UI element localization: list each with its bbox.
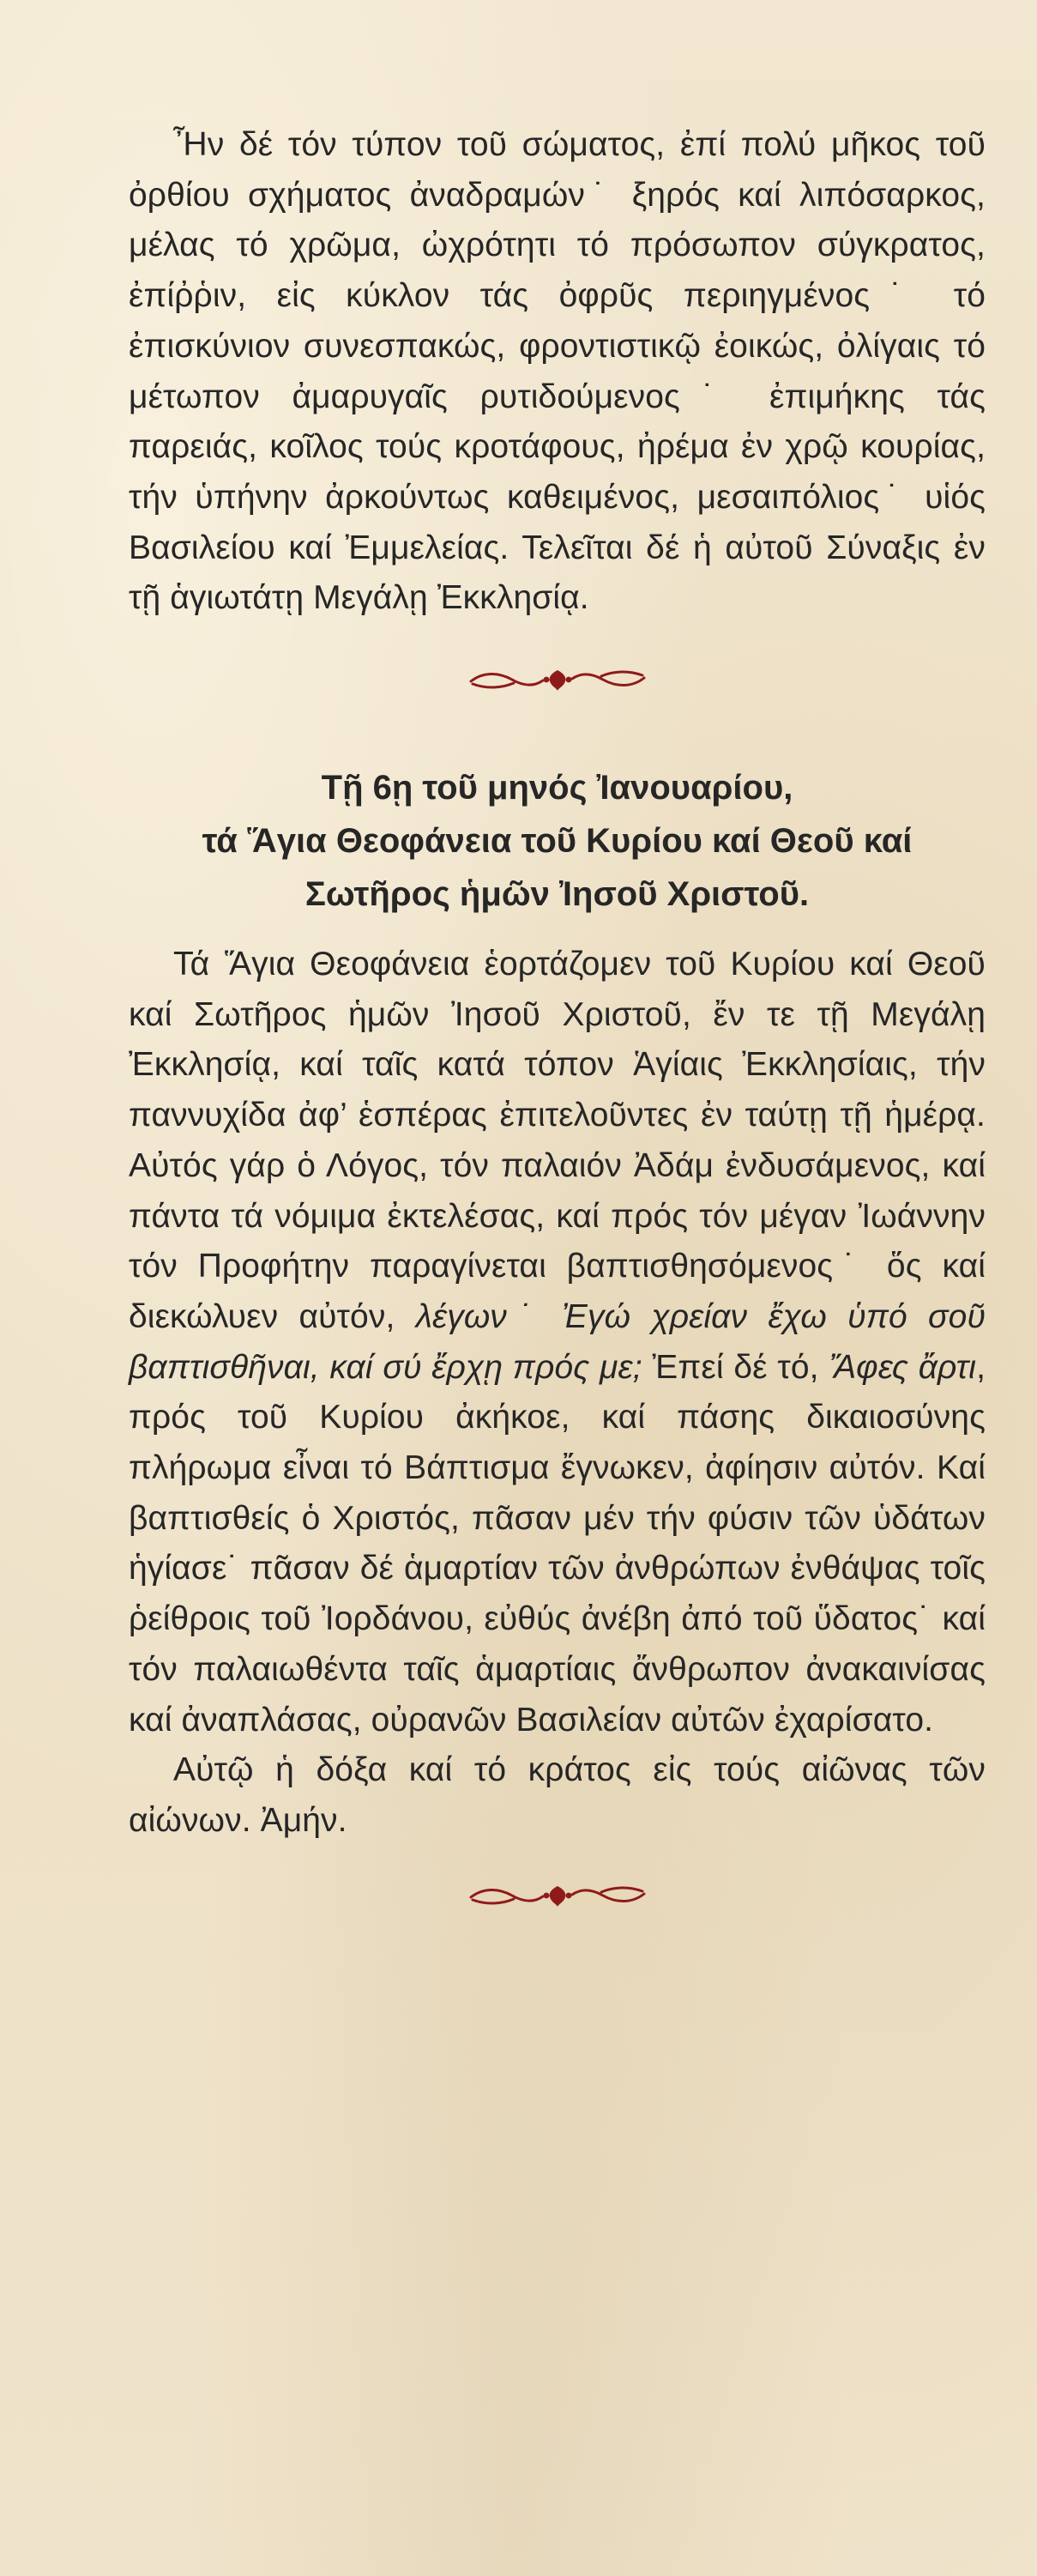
paragraph-theophany-part-3: , πρός τοῦ Κυρίου ἀκήκοε, καί πάσης δικαιοσύνης πλήρωμα εἶναι τό Βάπτισμα ἔγνωκεν, ἀφίησιν αὐτόν. Καί βαπτισθείς ὁ Χριστός, πᾶσαν μέν τήν φύσιν τῶν ὑδάτων ἡγίασε˙ πᾶσαν δέ ἁμαρτίαν τῶν ἀνθρώπων ἐνθάψας τοῖς ῥείθροις τοῦ Ἰορδάνου, εὐθύς ἀνέβη ἀπό τοῦ ὕδατος˙ καί τόν παλαιωθέντα ταῖς ἁμαρτίαις ἄνθρωπον ἀνακαινίσας καί ἀναπλάσας, οὐρανῶν Βασιλείαν αὐτῶν ἐχαρίσατο. bbox=[129, 1348, 986, 1738]
paragraph-doxology: Αὐτῷ ἡ δόξα καί τό κράτος εἰς τούς αἰῶνας τῶν αἰώνων. Ἀμήν. bbox=[129, 1751, 986, 1839]
paragraph-theophany-quote-2: Ἄφες ἄρτι bbox=[829, 1348, 977, 1386]
paragraph-theophany-quote-1: λέγων˙ Ἐγώ χρείαν ἔχω ὑπό σοῦ βαπτισθῆναι, καί σύ ἔρχῃ πρός με; bbox=[129, 1297, 986, 1386]
document-page bbox=[129, 120, 986, 1910]
heading-line-1: Τῇ 6ῃ τοῦ μηνός Ἰανουαρίου, bbox=[321, 769, 793, 807]
paragraph-theophany bbox=[129, 940, 986, 1745]
paragraph-description: Ἦν δέ τόν τύπον τοῦ σώματος, ἐπί πολύ μῆκος τοῦ ὀρθίου σχήματος ἀναδραμών˙ ξηρός καί λιπόσαρκος, μέλας τό χρῶμα, ὠχρότητι τό πρόσωπον σύγκρατος, ἐπίῤῥιν, εἰς κύκλον τάς ὀφρῦς περιηγμένος˙ τό ἐπισκύνιον συνεσπακώς, φροντιστικῷ ἐοικώς, ὀλίγαις τό μέτωπον ἀμαρυγαῖς ρυτιδούμενος˙ ἐπιμήκης τάς παρειάς, κοῖλος τούς κροτάφους, ἠρέμα ἐν χρῷ κουρίας, τήν ὑπήνην ἀρκούντως καθειμένος, μεσαιπόλιος˙ υἱός Βασιλείου καί Ἐμμελείας. Τελεῖται δέ ἡ αὐτοῦ Σύναξις ἐν τῇ ἁγιωτάτῃ Μεγάλῃ Ἐκκλησίᾳ. bbox=[129, 126, 986, 617]
paragraph-theophany-part-2: Ἐπεί δέ τό, bbox=[642, 1348, 829, 1386]
heading-line-2: τά Ἅγια Θεοφάνεια τοῦ Κυρίου καί Θεοῦ καί bbox=[202, 822, 913, 861]
heading-line-3: Σωτῆρος ἡμῶν Ἰησοῦ Χριστοῦ. bbox=[304, 875, 810, 914]
paragraph-theophany-part-1: Τά Ἅγια Θεοφάνεια ἑορτάζομεν τοῦ Κυρίου καί Θεοῦ καί Σωτῆρος ἡμῶν Ἰησοῦ Χριστοῦ, ἔν τε τῇ Μεγάλῃ Ἐκκλησίᾳ, καί ταῖς κατά τόπον Ἁγίαις Ἐκκλησίαις, τήν παννυχίδα ἀφ’ ἑσπέρας ἐπιτελοῦντες ἐν ταύτῃ τῇ ἡμέρᾳ. Αὐτός γάρ ὁ Λόγος, τόν παλαιόν Ἀδάμ ἐνδυσάμενος, καί πάντα τά νόμιμα ἐκτελέσας, καί πρός τόν μέγαν Ἰωάννην τόν Προφήτην παραγίνεται βαπτισθησόμενος˙ ὅς καί διεκώλυεν αὐτόν, bbox=[129, 946, 986, 1335]
ornament-divider-icon bbox=[467, 665, 648, 694]
section-heading bbox=[129, 761, 986, 921]
ornament-divider-icon bbox=[467, 1881, 648, 1910]
